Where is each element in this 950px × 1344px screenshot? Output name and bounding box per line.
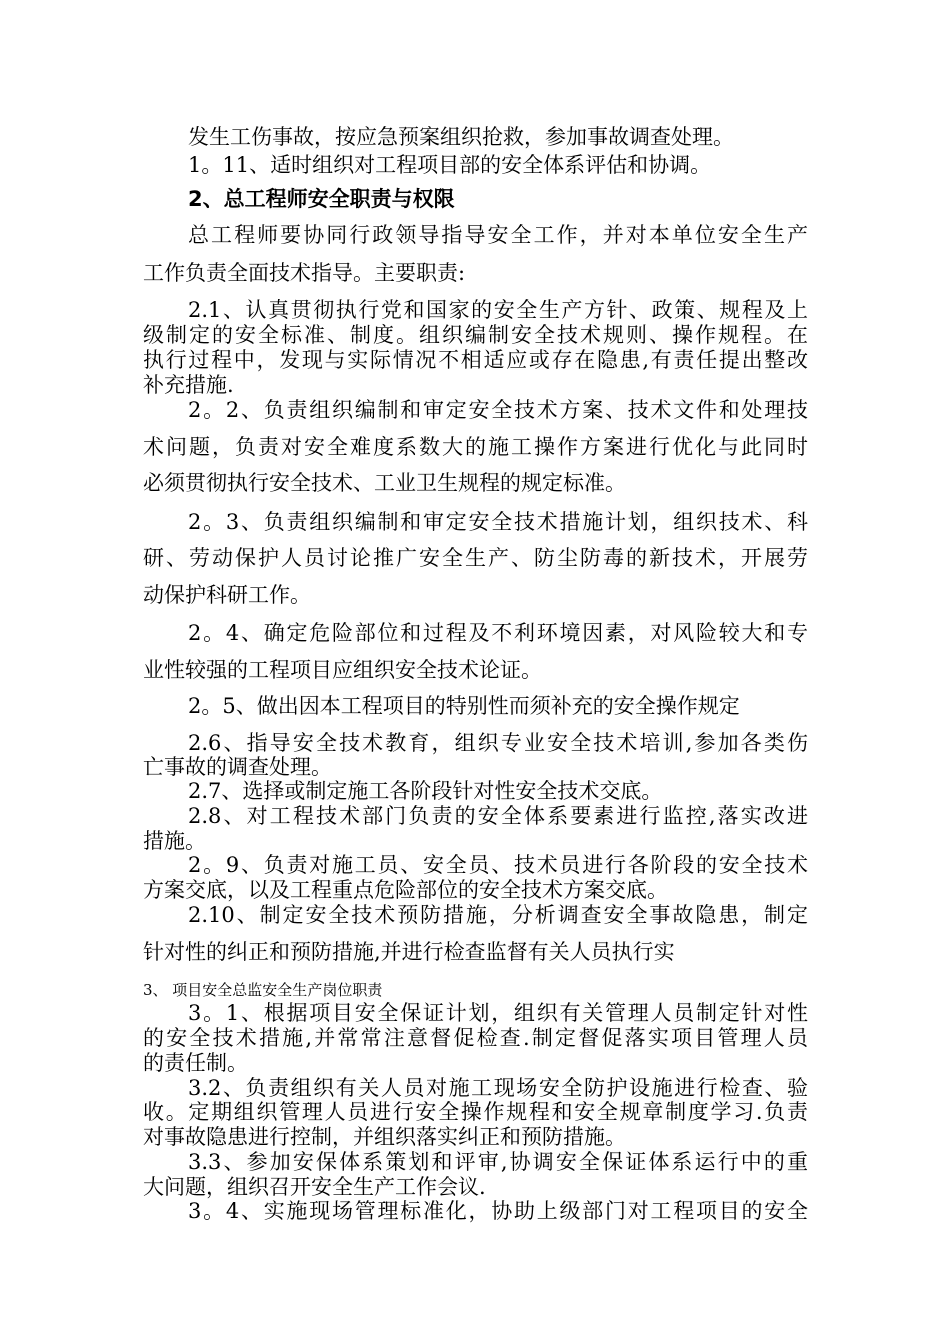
text-line: 2.1、认真贯彻执行党和国家的安全生产方针、政策、规程及上 bbox=[188, 298, 808, 322]
text-line: 3.2、负责组织有关人员对施工现场安全防护设施进行检查、验 bbox=[188, 1076, 808, 1100]
text-line: 补充措施. bbox=[143, 373, 234, 397]
text-line: 术问题，负责对安全难度系数大的施工操作方案进行优化与此同时 bbox=[143, 435, 808, 459]
text-line: 的责任制。 bbox=[143, 1051, 248, 1075]
text-line: 对事故隐患进行控制，并组织落实纠正和预防措施。 bbox=[143, 1125, 626, 1149]
text-line: 动保护科研工作。 bbox=[143, 583, 311, 607]
text-line: 执行过程中，发现与实际情况不相适应或存在隐患,有责任提出整改 bbox=[143, 348, 808, 372]
text-line: 发生工伤事故，按应急预案组织抢救，参加事故调查处理。 bbox=[188, 125, 734, 149]
text-line: 2。3、负责组织编制和审定安全技术措施计划，组织技术、科 bbox=[188, 510, 808, 534]
text-line: 工作负责全面技术指导。主要职责: bbox=[143, 261, 466, 285]
text-line: 2.8、对工程技术部门负责的安全体系要素进行监控,落实改进 bbox=[188, 804, 808, 828]
text-line: 必须贯彻执行安全技术、工业卫生规程的规定标准。 bbox=[143, 471, 626, 495]
text-line: 业性较强的工程项目应组织安全技术论证。 bbox=[143, 658, 542, 682]
text-line: 措施。 bbox=[143, 829, 206, 853]
text-line: 研、劳动保护人员讨论推广安全生产、防尘防毒的新技术，开展劳 bbox=[143, 546, 808, 570]
text-line: 2。4、确定危险部位和过程及不利环境因素，对风险较大和专 bbox=[188, 621, 808, 645]
text-line: 针对性的纠正和预防措施,并进行检查监督有关人员执行实 bbox=[143, 940, 675, 964]
text-line: 2.6、指导安全技术教育，组织专业安全技术培训,参加各类伤 bbox=[188, 731, 808, 755]
text-line: 3.3、参加安保体系策划和评审,协调安全保证体系运行中的重 bbox=[188, 1150, 808, 1174]
text-line: 3。4、实施现场管理标准化，协助上级部门对工程项目的安全 bbox=[188, 1199, 808, 1223]
text-line: 大问题，组织召开安全生产工作会议. bbox=[143, 1175, 486, 1199]
text-line: 2.7、选择或制定施工各阶段针对性安全技术交底。 bbox=[188, 779, 663, 803]
text-line: 3。1、根据项目安全保证计划，组织有关管理人员制定针对性 bbox=[188, 1001, 808, 1025]
text-line: 级制定的安全标准、制度。组织编制安全技术规则、操作规程。在 bbox=[143, 323, 808, 347]
text-line: 方案交底，以及工程重点危险部位的安全技术方案交底。 bbox=[143, 878, 668, 902]
text-line: 2。5、做出因本工程项目的特别性而须补充的安全操作规定 bbox=[188, 694, 740, 718]
text-line: 2。9、负责对施工员、安全员、技术员进行各阶段的安全技术 bbox=[188, 853, 808, 877]
text-line: 2.10、制定安全技术预防措施，分析调查安全事故隐患，制定 bbox=[188, 903, 808, 927]
text-line: 2。2、负责组织编制和审定安全技术方案、技术文件和处理技 bbox=[188, 398, 808, 422]
section-heading: 3、 项目安全总监安全生产岗位职责 bbox=[143, 981, 383, 999]
text-line: 亡事故的调查处理。 bbox=[143, 755, 332, 779]
text-line: 的安全技术措施,并常常注意督促检查.制定督促落实项目管理人员 bbox=[143, 1026, 808, 1050]
text-line: 1。11、适时组织对工程项目部的安全体系评估和协调。 bbox=[188, 153, 712, 177]
text-line: 收。定期组织管理人员进行安全操作规程和安全规章制度学习.负责 bbox=[143, 1100, 808, 1124]
text-line: 总工程师要协同行政领导指导安全工作，并对本单位安全生产 bbox=[188, 223, 808, 247]
section-heading: 2、总工程师安全职责与权限 bbox=[188, 187, 455, 211]
